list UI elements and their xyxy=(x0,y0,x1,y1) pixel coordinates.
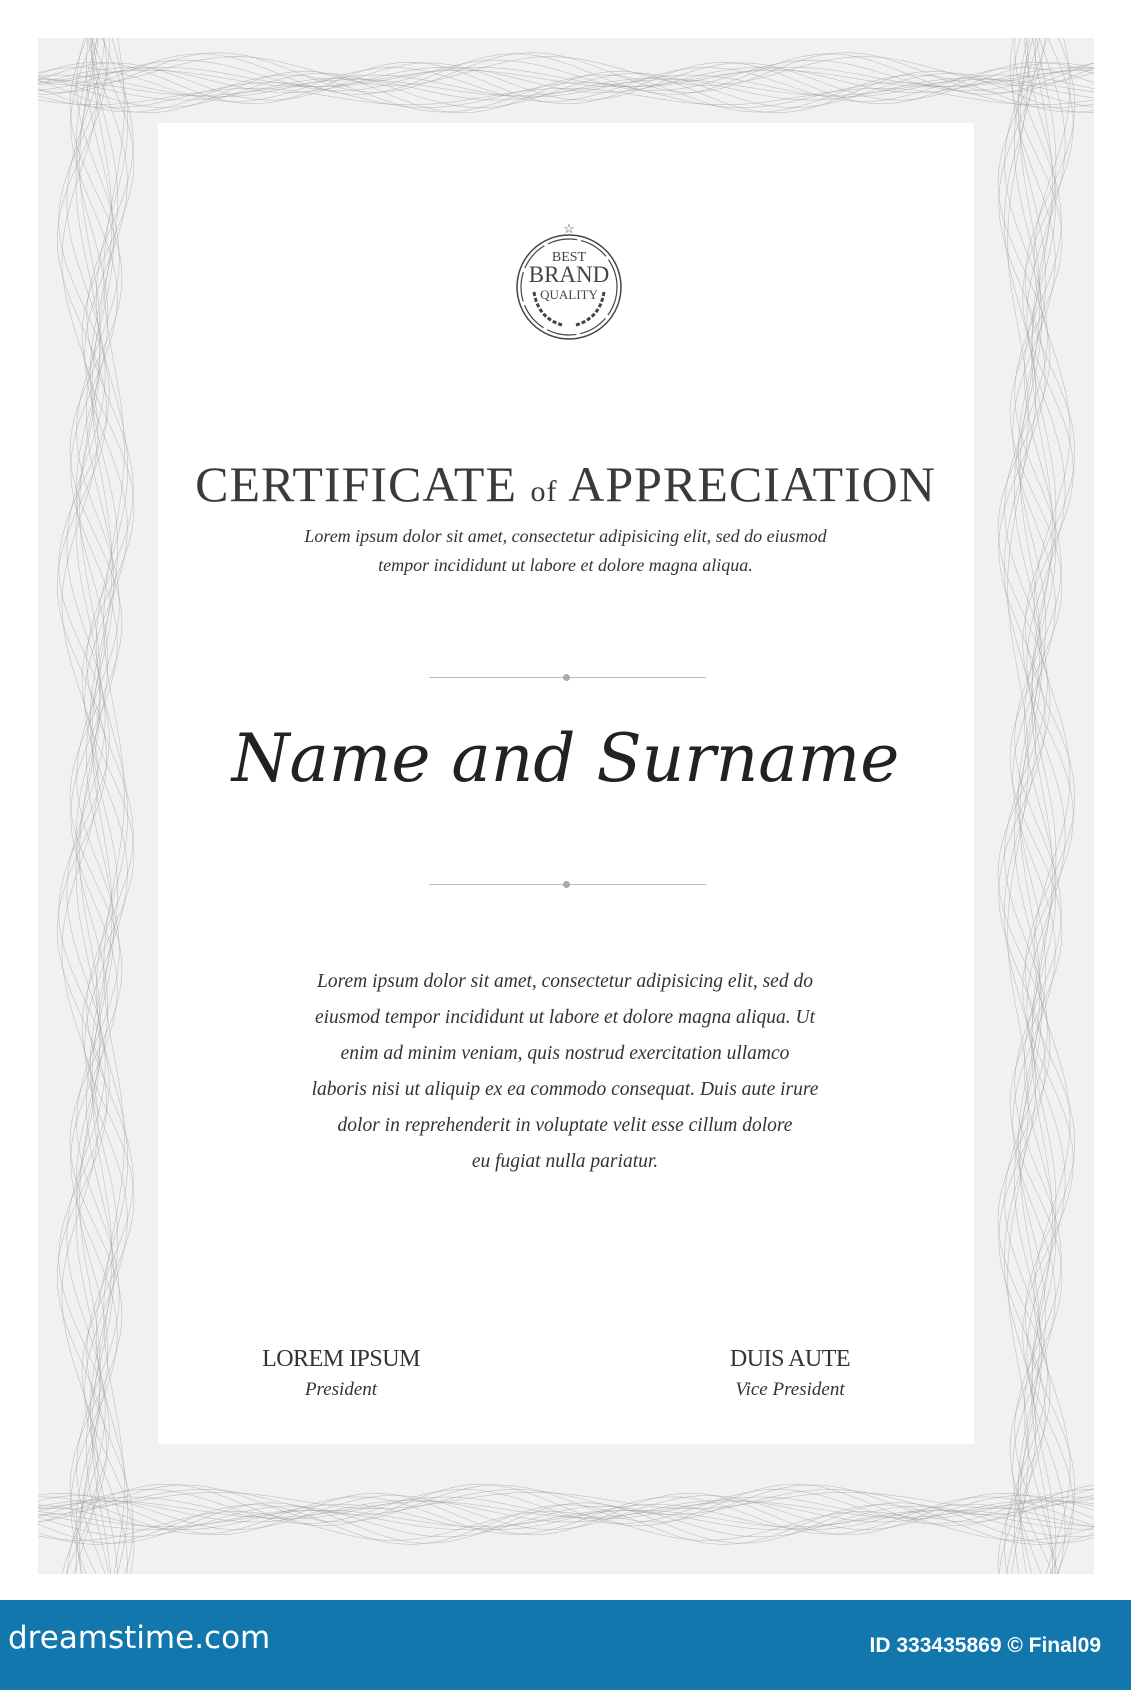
subtitle-line: tempor incididunt ut labore et dolore magna aliqua. xyxy=(378,555,753,575)
star-icon: ☆ xyxy=(563,222,575,237)
body-line: eu fugiat nulla pariatur. xyxy=(471,1151,659,1172)
signature-name: DUIS AUTE xyxy=(729,1346,851,1372)
signature-president xyxy=(211,1346,471,1401)
best-brand-quality-seal xyxy=(514,200,624,375)
seal-brand: BRAND xyxy=(528,262,610,287)
body-line: Lorem ipsum dolor sit amet, consectetur adipisicing elit, sed do xyxy=(317,971,813,992)
seal-best: BEST xyxy=(551,250,587,265)
body-line: dolor in reprehenderit in voluptate velit esse cillum dolore xyxy=(337,1115,793,1136)
dreamstime-logo: dreamstime.com xyxy=(8,1620,271,1656)
seal-quality: QUALITY xyxy=(540,287,598,302)
signature-name: LOREM IPSUM xyxy=(262,1346,420,1372)
signature-role: President xyxy=(304,1379,378,1400)
subtitle xyxy=(0,522,1131,580)
certificate-title xyxy=(0,455,1131,513)
title-part2: APPRECIATION xyxy=(568,456,936,512)
footer-bar xyxy=(0,1600,1131,1690)
signature-vice-president xyxy=(660,1346,920,1401)
image-credit: ID 333435869 © Final09 xyxy=(869,1634,1101,1657)
body-line: enim ad minim veniam, quis nostrud exercitation ullamco xyxy=(340,1043,790,1064)
subtitle-line: Lorem ipsum dolor sit amet, consectetur adipisicing elit, sed do eiusmod xyxy=(304,526,827,546)
body-line: laboris nisi ut aliquip ex ea commodo consequat. Duis aute irure xyxy=(311,1079,819,1100)
body-text xyxy=(265,964,865,1180)
signature-role: Vice President xyxy=(735,1379,845,1400)
divider-bottom xyxy=(429,884,706,885)
divider-top xyxy=(429,677,706,678)
body-line: eiusmod tempor incididunt ut labore et dolore magna aliqua. Ut xyxy=(314,1007,816,1028)
recipient-name: Name and Surname xyxy=(231,720,900,797)
title-of: of xyxy=(530,475,558,508)
title-part1: CERTIFICATE xyxy=(195,456,518,512)
